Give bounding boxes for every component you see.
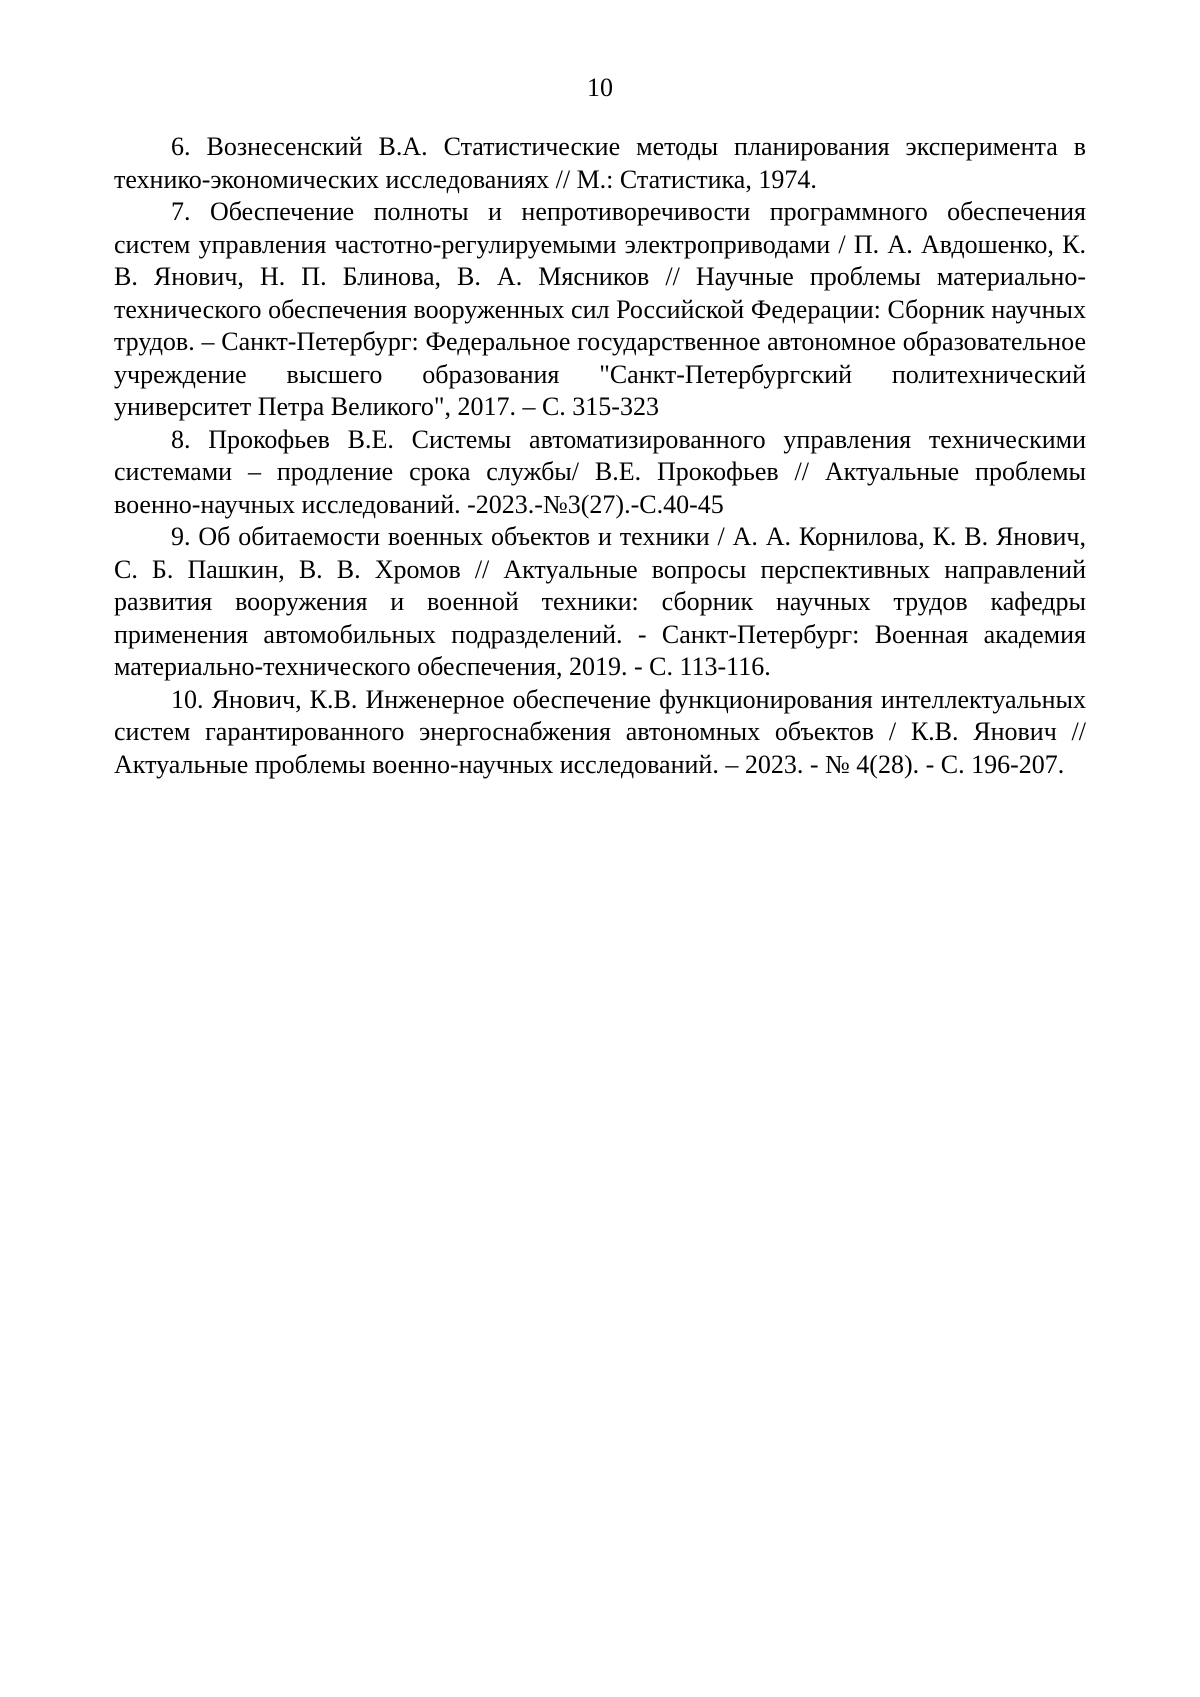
reference-item-6: 6. Вознесенский В.А. Статистические методы планирования эксперимента в технико-экономических исследованиях // М.: Статистика, 1974. xyxy=(114,132,1086,194)
page-number: 10 xyxy=(587,73,613,102)
reference-item-10: 10. Янович, К.В. Инженерное обеспечение функционирования интеллектуальных систем гарантированного энергоснабжения автономных объектов / К.В. Янович // Актуальные проблемы военно-научных исследований. – 2023. - № 4(28). - С. 196-207. xyxy=(114,684,1086,779)
reference-list xyxy=(114,131,1086,781)
reference-item-9: 9. Об обитаемости военных объектов и техники / А. А. Корнилова, К. В. Янович, С. Б. Пашкин, В. В. Хромов // Актуальные вопросы перспективных направлений развития вооружения и военной техники: сборник научных трудов кафедры применения автомобильных подразделений. - Санкт-Петербург: Военная академия материально-технического обеспечения, 2019. - С. 113-116. xyxy=(114,522,1086,681)
reference-item-7: 7. Обеспечение полноты и непротиворечивости программного обеспечения систем управления частотно-регулируемыми электроприводами / П. А. Авдошенко, К. В. Янович, Н. П. Блинова, В. А. Мясников // Научные проблемы материально-технического обеспечения вооруженных сил Российской Федерации: Сборник научных трудов. – Санкт-Петербург: Федеральное государственное автономное образовательное учреждение высшего образования "Санкт-Петербургский политехнический университет Петра Великого", 2017. – С. 315-323 xyxy=(114,197,1086,421)
reference-item-8: 8. Прокофьев В.Е. Системы автоматизированного управления техническими системами – продление срока службы/ В.Е. Прокофьев // Актуальные проблемы военно-научных исследований. -2023.-№3(27).-С.40-45 xyxy=(114,424,1086,519)
